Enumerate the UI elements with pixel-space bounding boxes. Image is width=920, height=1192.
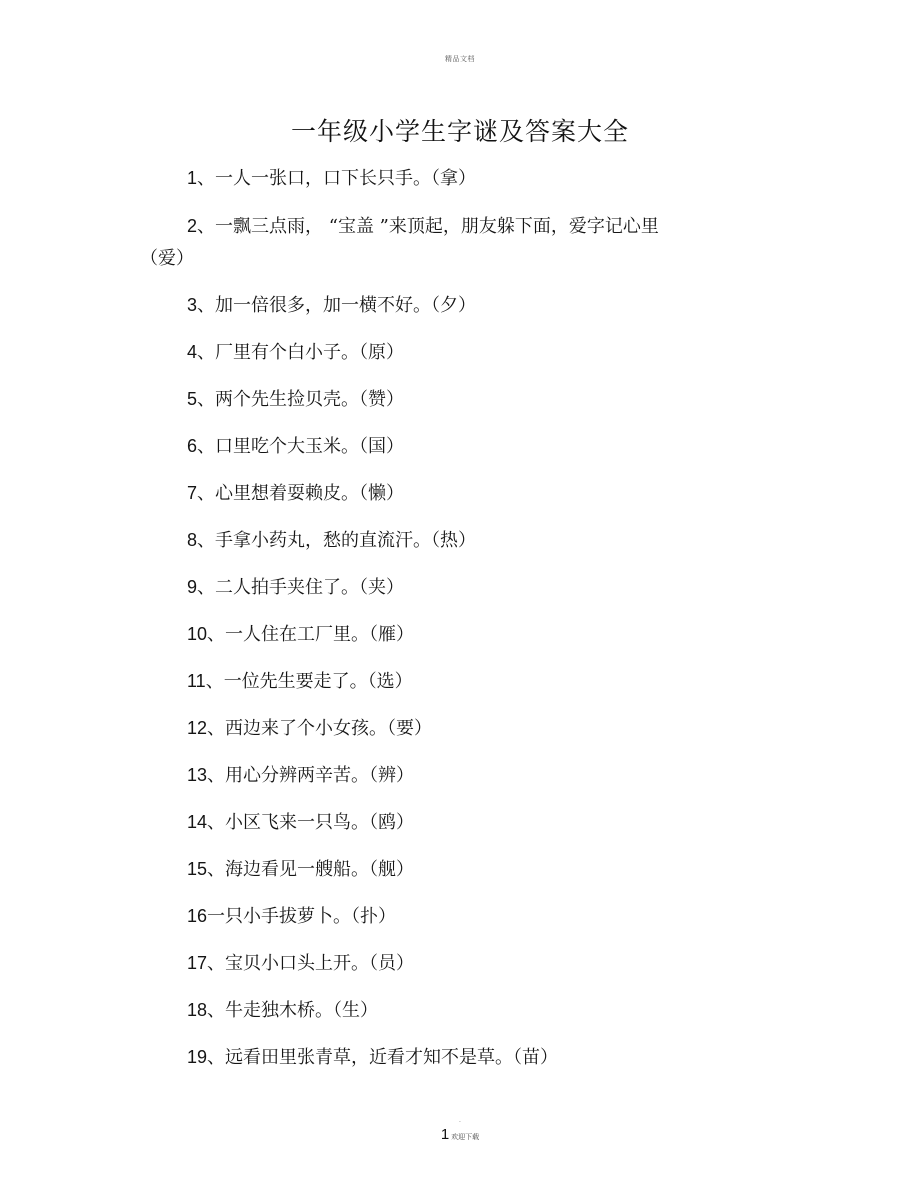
- riddle-item: [0, 430, 920, 463]
- riddle-text: 口里吃个大玉米。（国）: [215, 436, 405, 457]
- riddle-first-line: [0, 618, 920, 651]
- riddle-separator: 、: [197, 389, 216, 410]
- riddle-number: 8: [187, 530, 198, 550]
- riddle-item: [0, 477, 920, 510]
- riddle-text: 两个先生捡贝壳。（赞）: [215, 389, 405, 410]
- riddle-separator: 、: [197, 216, 216, 237]
- riddle-text: 一位先生要走了。（选）: [223, 671, 413, 692]
- riddle-text: 小区飞来一只鸟。（鸥）: [225, 812, 415, 833]
- riddle-separator: 、: [197, 295, 216, 316]
- riddle-text: 一人一张口，口下长只手。（拿）: [215, 168, 477, 189]
- riddle-item: [0, 665, 920, 698]
- riddle-text: 海边看见一艘船。（舰）: [225, 859, 415, 880]
- riddle-number: 18: [187, 1000, 208, 1020]
- page-footer: [0, 1118, 920, 1143]
- riddle-text: 西边来了个小女孩。（要）: [225, 718, 433, 739]
- riddle-first-line: [0, 383, 920, 416]
- riddle-number: 15: [187, 859, 208, 879]
- riddle-separator: 、: [207, 624, 226, 645]
- page-title: 一年级小学生字谜及答案大全: [290, 117, 629, 146]
- riddle-number: 4: [187, 342, 198, 362]
- riddle-number: 19: [187, 1047, 208, 1067]
- riddle-item: [0, 994, 920, 1027]
- riddle-text: 心里想着耍赖皮。（懒）: [215, 483, 405, 504]
- page-number: 1: [440, 1126, 450, 1143]
- riddle-first-line: [0, 336, 920, 369]
- riddle-text: 二人拍手夹住了。（夹）: [215, 577, 405, 598]
- riddle-text: 一飘三点雨， “宝盖 ”来顶起，朋友躲下面，爱字记心里: [215, 216, 659, 237]
- riddle-number: 5: [187, 389, 198, 409]
- riddle-number: 1: [187, 168, 198, 188]
- riddle-text: 用心分辨两辛苦。（辨）: [225, 765, 415, 786]
- riddle-item: [0, 618, 920, 651]
- riddle-item: [0, 571, 920, 604]
- riddle-item: [0, 759, 920, 792]
- riddle-separator: 、: [197, 342, 216, 363]
- riddle-number: 3: [187, 295, 198, 315]
- riddle-separator: 、: [207, 1047, 226, 1068]
- footer-dot: .: [459, 1117, 461, 1124]
- riddle-first-line: [0, 524, 920, 557]
- header-note: 精品文档: [445, 55, 475, 63]
- riddle-separator: 、: [197, 168, 216, 189]
- riddle-first-line: [0, 900, 920, 933]
- riddle-first-line: [0, 210, 920, 243]
- riddle-text: 一人住在工厂里。（雁）: [225, 624, 415, 645]
- riddle-text: 厂里有个白小子。（原）: [215, 342, 405, 363]
- riddle-item: [0, 210, 920, 275]
- riddle-item: [0, 524, 920, 557]
- riddle-separator: 、: [207, 1000, 226, 1021]
- riddle-first-line: [0, 712, 920, 745]
- riddle-separator: 、: [207, 859, 226, 880]
- riddle-item: [0, 289, 920, 322]
- riddle-number: 16: [187, 906, 208, 926]
- riddle-answer-wrap: （爱）: [140, 248, 194, 269]
- riddle-number: 6: [187, 436, 198, 456]
- riddle-first-line: [0, 759, 920, 792]
- riddle-number: 9: [187, 577, 198, 597]
- riddle-number: 17: [187, 953, 208, 973]
- riddle-first-line: [0, 806, 920, 839]
- riddle-number: 12: [187, 718, 208, 738]
- riddle-number: 13: [187, 765, 208, 785]
- riddle-item: [0, 1041, 920, 1074]
- riddle-number: 11: [187, 671, 206, 691]
- riddle-separator: 、: [197, 436, 216, 457]
- riddle-first-line: [0, 430, 920, 463]
- riddle-separator: 、: [207, 953, 226, 974]
- riddle-number: 10: [187, 624, 208, 644]
- riddle-first-line: [0, 994, 920, 1027]
- riddle-separator: 、: [197, 483, 216, 504]
- riddle-separator: 、: [205, 671, 224, 692]
- riddle-separator: 、: [197, 577, 216, 598]
- riddle-item: [0, 712, 920, 745]
- riddle-list: [0, 162, 920, 1074]
- riddle-text: 牛走独木桥。（生）: [225, 1000, 379, 1021]
- riddle-text: 远看田里张青草，近看才知不是草。（苗）: [225, 1047, 559, 1068]
- riddle-number: 7: [187, 483, 198, 503]
- riddle-separator: 、: [207, 812, 226, 833]
- riddle-item: [0, 383, 920, 416]
- riddle-first-line: [0, 853, 920, 886]
- riddle-separator: 、: [207, 765, 226, 786]
- riddle-item: [0, 806, 920, 839]
- riddle-text: 手拿小药丸，愁的直流汗。（热）: [215, 530, 477, 551]
- riddle-first-line: [0, 665, 920, 698]
- riddle-number: 2: [187, 216, 198, 236]
- riddle-item: [0, 900, 920, 933]
- riddle-first-line: [0, 162, 920, 195]
- footer-text: 欢迎下载: [451, 1133, 480, 1141]
- riddle-item: [0, 853, 920, 886]
- riddle-number: 14: [187, 812, 208, 832]
- riddle-separator: 、: [197, 530, 216, 551]
- riddle-item: [0, 162, 920, 195]
- riddle-separator: 、: [207, 718, 226, 739]
- riddle-text: 加一倍很多，加一横不好。（夕）: [215, 295, 477, 316]
- riddle-text: 一只小手拔萝卜。（扑）: [207, 906, 397, 927]
- riddle-first-line: [0, 477, 920, 510]
- riddle-first-line: [0, 947, 920, 980]
- riddle-first-line: [0, 1041, 920, 1074]
- riddle-item: [0, 947, 920, 980]
- riddle-item: [0, 336, 920, 369]
- riddle-first-line: [0, 289, 920, 322]
- riddle-text: 宝贝小口头上开。（员）: [225, 953, 415, 974]
- riddle-first-line: [0, 571, 920, 604]
